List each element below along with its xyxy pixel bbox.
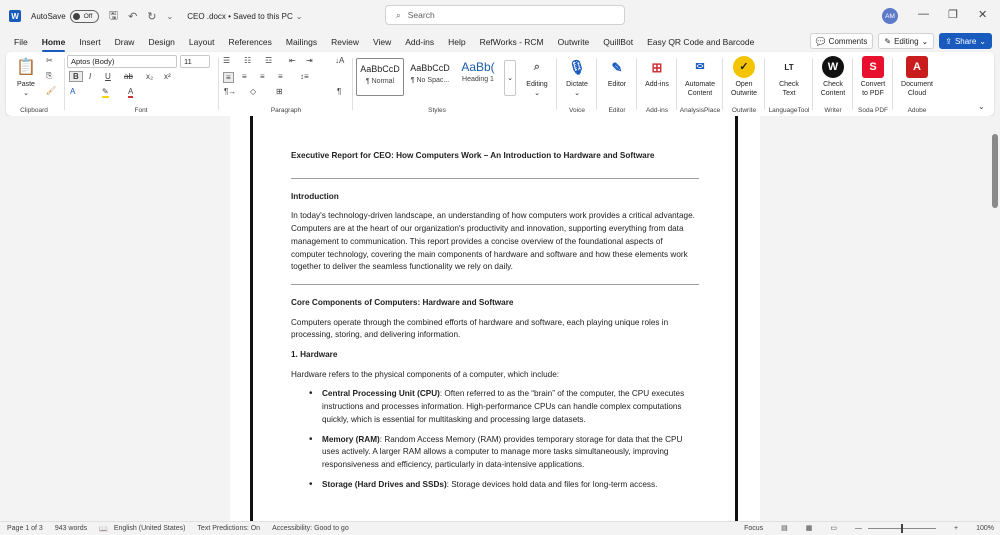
superscript-button[interactable]: x² (164, 72, 171, 81)
justify-icon[interactable]: ≡ (278, 72, 283, 81)
check-content-button[interactable]: W Check Content (814, 56, 852, 98)
tab-view[interactable]: View (372, 37, 392, 47)
chevron-down-icon: ⌄ (979, 36, 986, 46)
vertical-scrollbar[interactable] (990, 116, 1000, 521)
subscript-button[interactable]: x₂ (146, 72, 154, 81)
avatar[interactable]: AM (882, 8, 898, 24)
editing-button[interactable]: ⌕ Editing ⌄ (518, 56, 556, 98)
tab-help[interactable]: Help (448, 37, 466, 47)
style-normal[interactable]: AaBbCcD ¶ Normal (356, 58, 404, 96)
list-item: • Memory (RAM): Random Access Memory (RAM) provides temporary storage for data that the CPU uses actively. A larger RAM allows a computer to manage more tasks simultaneously, improving responsiveness and efficiency, particularly in data-intensive applications. (322, 434, 699, 472)
multilevel-list-icon[interactable]: ☲ (265, 56, 273, 65)
align-left-icon[interactable]: ≡ (223, 72, 234, 83)
text-effects-icon[interactable]: A (70, 87, 76, 96)
zoom-controls (732, 524, 994, 532)
tab-draw[interactable]: Draw (114, 37, 135, 47)
autosave-toggle[interactable]: Off (70, 10, 99, 23)
decrease-indent-icon[interactable]: ⇤ (289, 56, 296, 65)
list-item: • Storage (Hard Drives and SSDs): Storage devices hold data and files for long-term access. (322, 479, 699, 492)
editing-mode-button[interactable]: ✎ Editing ⌄ (878, 33, 934, 49)
doc-title: Executive Report for CEO: How Computers Work – An Introduction to Hardware and Software (291, 151, 655, 160)
comments-button[interactable]: 💬 Comments (810, 33, 874, 49)
customize-toolbar-icon[interactable]: ⌄ (166, 11, 174, 21)
font-size-input[interactable]: 11 (180, 55, 210, 68)
tab-add-ins[interactable]: Add-ins (405, 37, 435, 47)
analysisplace-group: ✉ Automate Content AnalysisPlace (678, 52, 722, 116)
status-bar (0, 521, 1000, 535)
core-paragraph: Computers operate through the combined efforts of hardware and software, each playing unique roles in processing, storing, and delivering information. (291, 317, 669, 340)
proofing-icon[interactable]: 📖 (99, 525, 108, 533)
outwrite-group: ✓ Open Outwrite Outwrite (724, 52, 764, 116)
show-marks-icon[interactable]: ¶ (337, 87, 342, 96)
text-predictions[interactable]: Text Predictions: On (197, 525, 261, 532)
intro-heading: Introduction (291, 191, 339, 201)
title-caret[interactable]: ⌄ (295, 11, 303, 21)
find-icon: ⌕ (533, 60, 541, 73)
soda-logo-icon: S (862, 56, 884, 78)
adobe-group: A Document Cloud Adobe (894, 52, 940, 116)
format-painter-icon[interactable]: 🖌 (46, 86, 57, 95)
document-content[interactable] (291, 146, 699, 498)
clipboard-group: 📋 Paste ⌄ ✂ ⎘ 🖌 Clipboard (6, 52, 62, 116)
hardware-heading: 1. Hardware (291, 350, 338, 360)
comment-icon: 💬 (815, 36, 826, 46)
editor-group: ✎ Editor Editor (598, 52, 636, 116)
word-count[interactable]: 943 words (54, 525, 88, 532)
redo-icon[interactable]: ↻ (147, 10, 157, 23)
writer-logo-icon: W (822, 56, 844, 78)
style-heading-1[interactable]: AaBb( Heading 1 (461, 60, 495, 83)
cut-icon[interactable]: ✂ (46, 56, 53, 65)
writer-group: W Check Content Writer (814, 52, 852, 116)
copy-icon[interactable]: ⎘ (46, 71, 53, 80)
save-icon[interactable]: 🖫 (108, 9, 119, 22)
convert-to-pdf-button[interactable]: S Convert to PDF (854, 56, 892, 98)
tab-mailings[interactable]: Mailings (285, 37, 318, 47)
search-icon: ⌕ (396, 9, 401, 20)
addins-button[interactable]: ⊞ Add-ins (638, 56, 676, 89)
check-text-button[interactable]: LT Check Text (768, 56, 810, 98)
tab-refworks-rcm[interactable]: RefWorks - RCM (479, 37, 544, 47)
voice-group: 🎙 Dictate ⌄ Voice (558, 52, 596, 116)
read-mode-icon[interactable]: ▤ (781, 525, 788, 532)
languagetool-group: LT Check Text LanguageTool (766, 52, 812, 116)
strikethrough-button[interactable]: ab (124, 72, 133, 81)
sort-icon[interactable]: ↓A (335, 56, 345, 65)
editor-pen-icon: ✎ (611, 59, 623, 75)
numbering-icon[interactable]: ☷ (244, 56, 252, 65)
restore-icon[interactable]: ❐ (948, 9, 958, 21)
styles-more-icon[interactable]: ⌄ (504, 60, 516, 96)
tab-layout[interactable]: Layout (188, 37, 215, 47)
outwrite-logo-icon: ✓ (733, 56, 755, 78)
tab-design[interactable]: Design (148, 37, 175, 47)
addins-group: ⊞ Add-ins Add-ins (638, 52, 676, 116)
web-layout-icon[interactable]: ▭ (830, 525, 837, 532)
zoom-level[interactable]: 100% (976, 524, 994, 532)
tab-home[interactable]: Home (41, 37, 66, 47)
page[interactable] (230, 116, 760, 521)
title-bar (0, 0, 1000, 32)
zoom-out-icon[interactable]: — (855, 524, 862, 532)
paste-icon: 📋 (16, 58, 36, 76)
hardware-list (291, 388, 699, 491)
zoom-in-icon[interactable]: + (954, 524, 959, 532)
ribbon-tabs (0, 32, 1000, 52)
paragraph-group: ☰ ☷ ☲ ⇤ ⇥ ≡ ≡ ≡ ≡ ↕≡ ¶→ ◇ ⊞ ↓A ¶ Paragraph (223, 56, 345, 114)
share-icon: ⇪ (945, 36, 952, 46)
tab-review[interactable]: Review (331, 37, 359, 47)
page-count[interactable]: Page 1 of 3 (7, 525, 43, 532)
accessibility[interactable]: Accessibility: Good to go (272, 525, 349, 532)
tab-references[interactable]: References (228, 37, 272, 47)
divider (291, 178, 699, 179)
document-title[interactable]: CEO .docx • Saved to this PC (187, 11, 293, 21)
ltr-icon[interactable]: ¶→ (224, 87, 237, 96)
hardware-paragraph: Hardware refers to the physical components of a computer, which include: (291, 369, 560, 379)
font-group: Aptos (Body) 11 B I U ab x₂ x² ✎ A A Font (66, 52, 216, 116)
increase-indent-icon[interactable]: ⇥ (306, 56, 313, 65)
underline-button[interactable]: U (105, 72, 111, 81)
document-cloud-button[interactable]: A Document Cloud (896, 56, 938, 98)
sodapdf-group: S Convert to PDF Soda PDF (854, 52, 892, 116)
word-logo-icon: W (9, 10, 21, 22)
undo-icon[interactable]: ↶ (128, 10, 138, 23)
chevron-down-icon: ⌄ (921, 36, 929, 46)
highlight-icon[interactable]: ✎ (102, 87, 109, 96)
automate-content-button[interactable]: ✉ Automate Content (678, 56, 722, 98)
align-right-icon[interactable]: ≡ (260, 72, 265, 81)
tab-outwrite[interactable]: Outwrite (557, 37, 590, 47)
borders-icon[interactable]: ⊞ (276, 87, 283, 96)
intro-paragraph: In today's technology-driven landscape, an understanding of how computers work provides a critical advantage. Computers are at the heart of our organization's productivity and innovation, supporting everything from data management to communication. This report provides a concise overview of the foundational aspects of computer technology, covering the main components of hardware and software and how these elements work together to deliver the seamless functionality we rely on daily. (291, 211, 695, 272)
paste-button[interactable]: 📋 Paste ⌄ (8, 56, 44, 98)
open-outwrite-button[interactable]: ✓ Open Outwrite (724, 56, 764, 98)
align-center-icon[interactable]: ≡ (242, 72, 247, 81)
autosave-label: AutoSave (31, 11, 66, 21)
tab-quillbot[interactable]: QuillBot (603, 37, 634, 47)
focus-button[interactable]: Focus (744, 524, 764, 532)
editor-button[interactable]: ✎ Editor (598, 56, 636, 89)
style-no-spacing[interactable]: AaBbCcD ¶ No Spac... (410, 63, 450, 84)
line-spacing-icon[interactable]: ↕≡ (300, 72, 309, 81)
share-button[interactable]: ⇪ Share ⌄ (939, 33, 992, 49)
autosave (31, 10, 99, 23)
search-placeholder: Search (407, 10, 435, 20)
pen-icon: ✎ (884, 36, 892, 46)
bullets-icon[interactable]: ☰ (223, 56, 231, 65)
print-layout-icon[interactable]: ▦ (805, 525, 813, 532)
core-heading: Core Components of Computers: Hardware and Software (291, 297, 514, 307)
font-name-input[interactable]: Aptos (Body) (67, 55, 177, 68)
list-item: • Central Processing Unit (CPU): Often referred to as the “brain” of the computer, the CPU executes instructions and processes information. High-performance CPUs can handle complex computations quickly, which is essential for multitasking and processing large datasets. (322, 388, 699, 426)
languagetool-logo-icon: LT (784, 62, 794, 72)
close-icon[interactable]: ✕ (978, 9, 988, 21)
language[interactable]: English (United States) (113, 525, 186, 532)
microphone-icon: 🎙 (568, 58, 586, 75)
italic-button[interactable]: I (89, 72, 92, 81)
minimize-icon[interactable]: — (918, 8, 929, 20)
dictate-button[interactable]: 🎙 Dictate ⌄ (558, 56, 596, 98)
scroll-thumb[interactable] (992, 134, 998, 208)
adobe-logo-icon: A (906, 56, 928, 78)
styles-group: AaBbCcD ¶ Normal AaBbCcD ¶ No Spac... AaBb( Heading 1 ⌄ Styles (354, 52, 520, 116)
zoom-slider[interactable] (868, 528, 936, 529)
tab-easy-qr-code-and-barcode[interactable]: Easy QR Code and Barcode (647, 37, 755, 47)
tab-insert[interactable]: Insert (79, 37, 101, 47)
tab-file[interactable]: File (14, 37, 28, 47)
automate-icon: ✉ (695, 60, 705, 73)
shading-icon[interactable]: ◇ (250, 87, 257, 96)
search-box[interactable] (385, 5, 625, 25)
addins-grid-icon: ⊞ (651, 59, 663, 75)
collapse-ribbon-icon[interactable]: ⌄ (978, 102, 985, 111)
font-color-icon[interactable]: A (128, 87, 134, 96)
document-area (0, 116, 1000, 521)
ribbon (6, 52, 994, 116)
bold-button[interactable]: B (69, 71, 83, 82)
divider (291, 284, 699, 285)
